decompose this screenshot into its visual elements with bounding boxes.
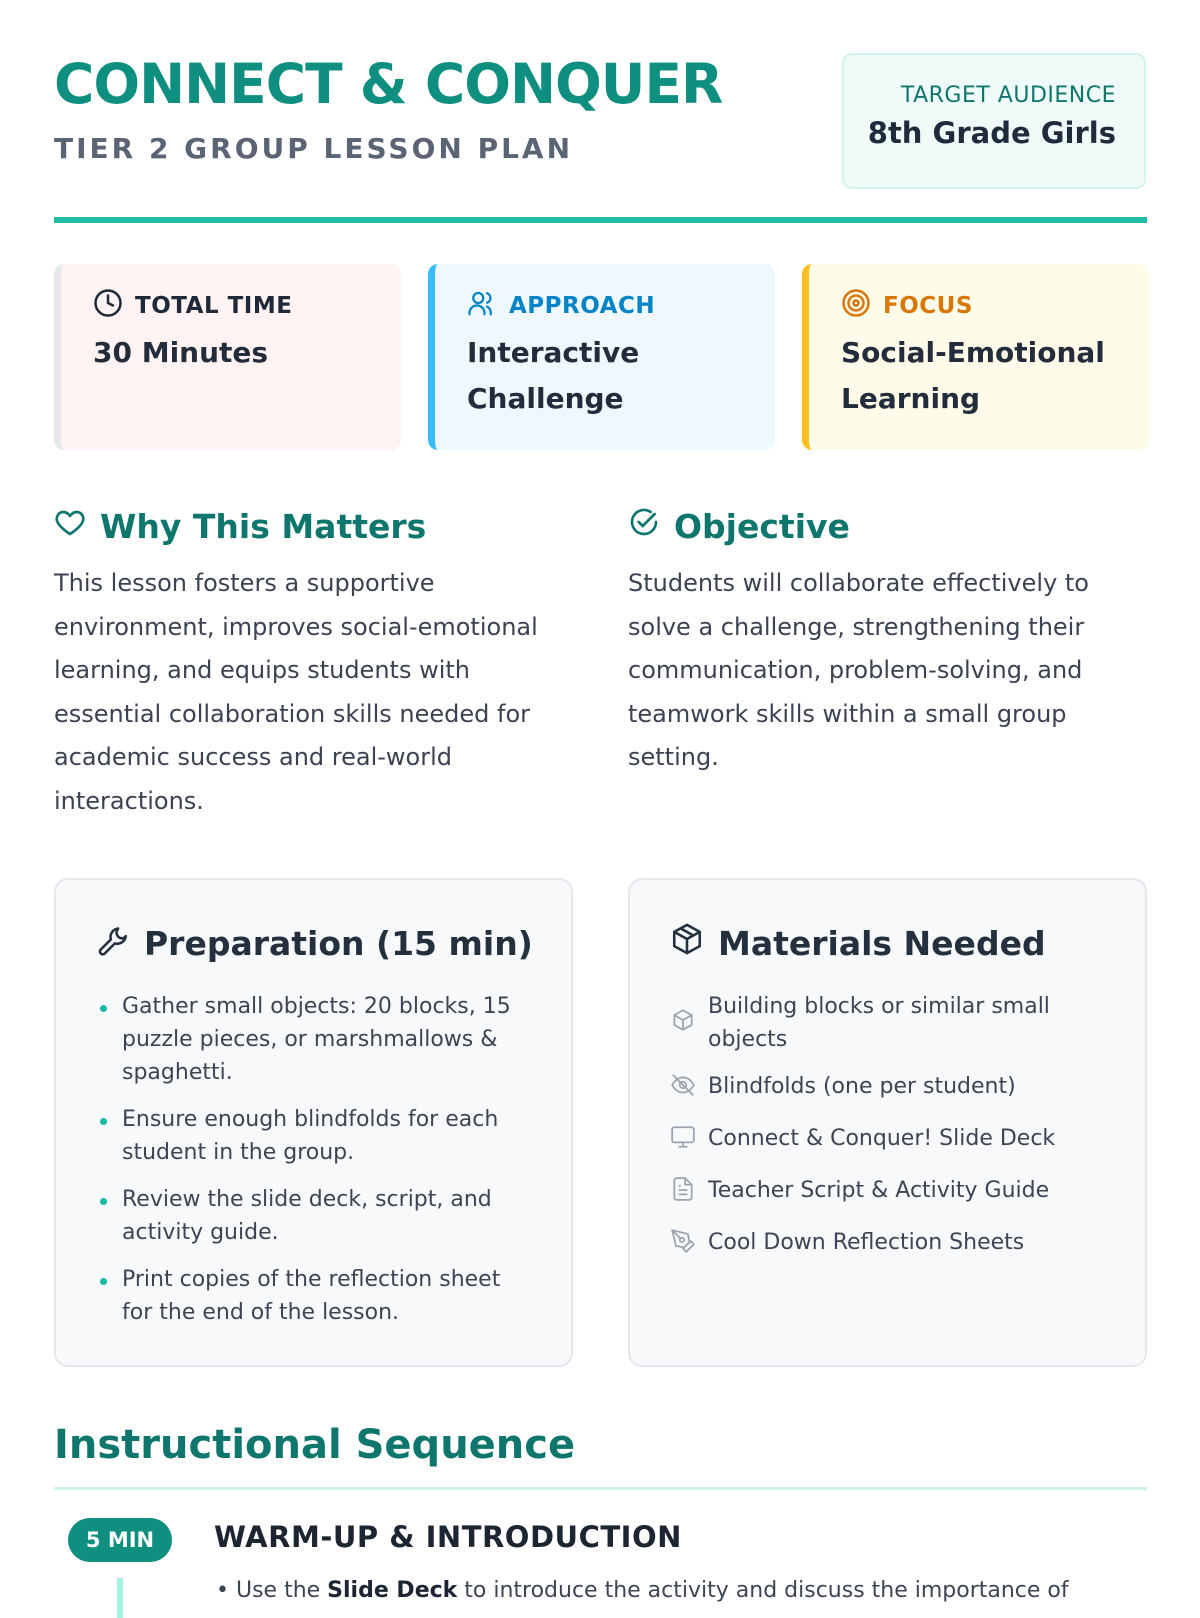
target-audience-box [842,53,1146,189]
preparation-heading-text: Preparation (15 min) [144,923,533,963]
cube-icon [670,990,696,1043]
why-heading [54,506,554,546]
why-text: This lesson fosters a supportive environment, improves social-emotional learning, and equips students with essential collaboration skills needed for academic success and real-world interactions. [54,569,538,815]
list-item [670,1070,1107,1108]
time-badge: 5 MIN [68,1518,172,1562]
list-item [670,990,1107,1056]
step-text-prefix: • Use the [216,1578,328,1603]
check-circle-icon [628,506,660,546]
users-icon [467,288,497,324]
target-audience-label: TARGET AUDIENCE [900,83,1116,108]
preparation-list [96,990,533,1329]
list-item: Print copies of the reflection sheet for the end of the lesson. [96,1263,533,1329]
clock-icon [93,288,123,324]
objective-section [628,506,1118,780]
list-item: Ensure enough blindfolds for each student in the group. [96,1103,533,1169]
materials-heading [670,922,1107,964]
card-value: Interactive Challenge [467,336,640,415]
list-item [670,1122,1107,1160]
card-header [841,288,1149,324]
why-section [54,506,554,823]
preparation-box [54,878,573,1367]
step-text [216,1578,1146,1603]
material-label: Blindfolds (one per student) [708,1074,1016,1099]
material-label: Cool Down Reflection Sheets [708,1230,1025,1255]
material-label: Building blocks or similar small objects [708,994,1050,1052]
materials-list [670,990,1107,1264]
sequence-heading: Instructional Sequence [54,1422,576,1468]
target-audience-value: 8th Grade Girls [867,116,1116,150]
target-icon [841,288,871,324]
sequence-divider [54,1487,1147,1490]
objective-text: Students will collaborate effectively to solve a challenge, strengthening their communication, problem-solving, and teamwork skills within a small group setting. [628,569,1089,771]
card-header [93,288,401,324]
card-label: TOTAL TIME [135,293,293,319]
card-approach [428,264,775,450]
preparation-heading [96,922,533,964]
card-value: 30 Minutes [93,336,269,369]
card-total-time [54,264,401,450]
objective-heading [628,506,1118,546]
card-header [467,288,775,324]
eye-off-icon [670,1070,696,1108]
material-label: Connect & Conquer! Slide Deck [708,1126,1056,1151]
list-item [670,1226,1107,1264]
step-text-bold: Slide Deck [327,1578,458,1603]
monitor-icon [670,1122,696,1160]
header-divider [54,217,1147,223]
document-icon [670,1174,696,1212]
card-label: FOCUS [883,293,973,319]
package-icon [670,922,704,964]
heart-icon [54,506,86,546]
objective-heading-text: Objective [674,506,850,546]
card-label: APPROACH [509,293,656,319]
step-title: WARM-UP & INTRODUCTION [214,1520,682,1554]
page-subtitle: TIER 2 GROUP LESSON PLAN [54,132,574,165]
wrench-icon [96,922,130,964]
list-item [670,1174,1107,1212]
material-label: Teacher Script & Activity Guide [708,1178,1050,1203]
card-focus [802,264,1149,450]
card-value: Social-Emotional Learning [841,336,1105,415]
materials-heading-text: Materials Needed [718,923,1046,963]
pen-icon [670,1226,696,1264]
materials-box [628,878,1147,1367]
list-item: Review the slide deck, script, and activity guide. [96,1183,533,1249]
page-title: CONNECT & CONQUER [54,52,723,116]
step-text-suffix: to introduce the activity and discuss the importance of [457,1578,1069,1603]
why-heading-text: Why This Matters [100,506,427,546]
timeline-bar [117,1578,123,1618]
list-item: Gather small objects: 20 blocks, 15 puzzle pieces, or marshmallows & spaghetti. [96,990,533,1089]
